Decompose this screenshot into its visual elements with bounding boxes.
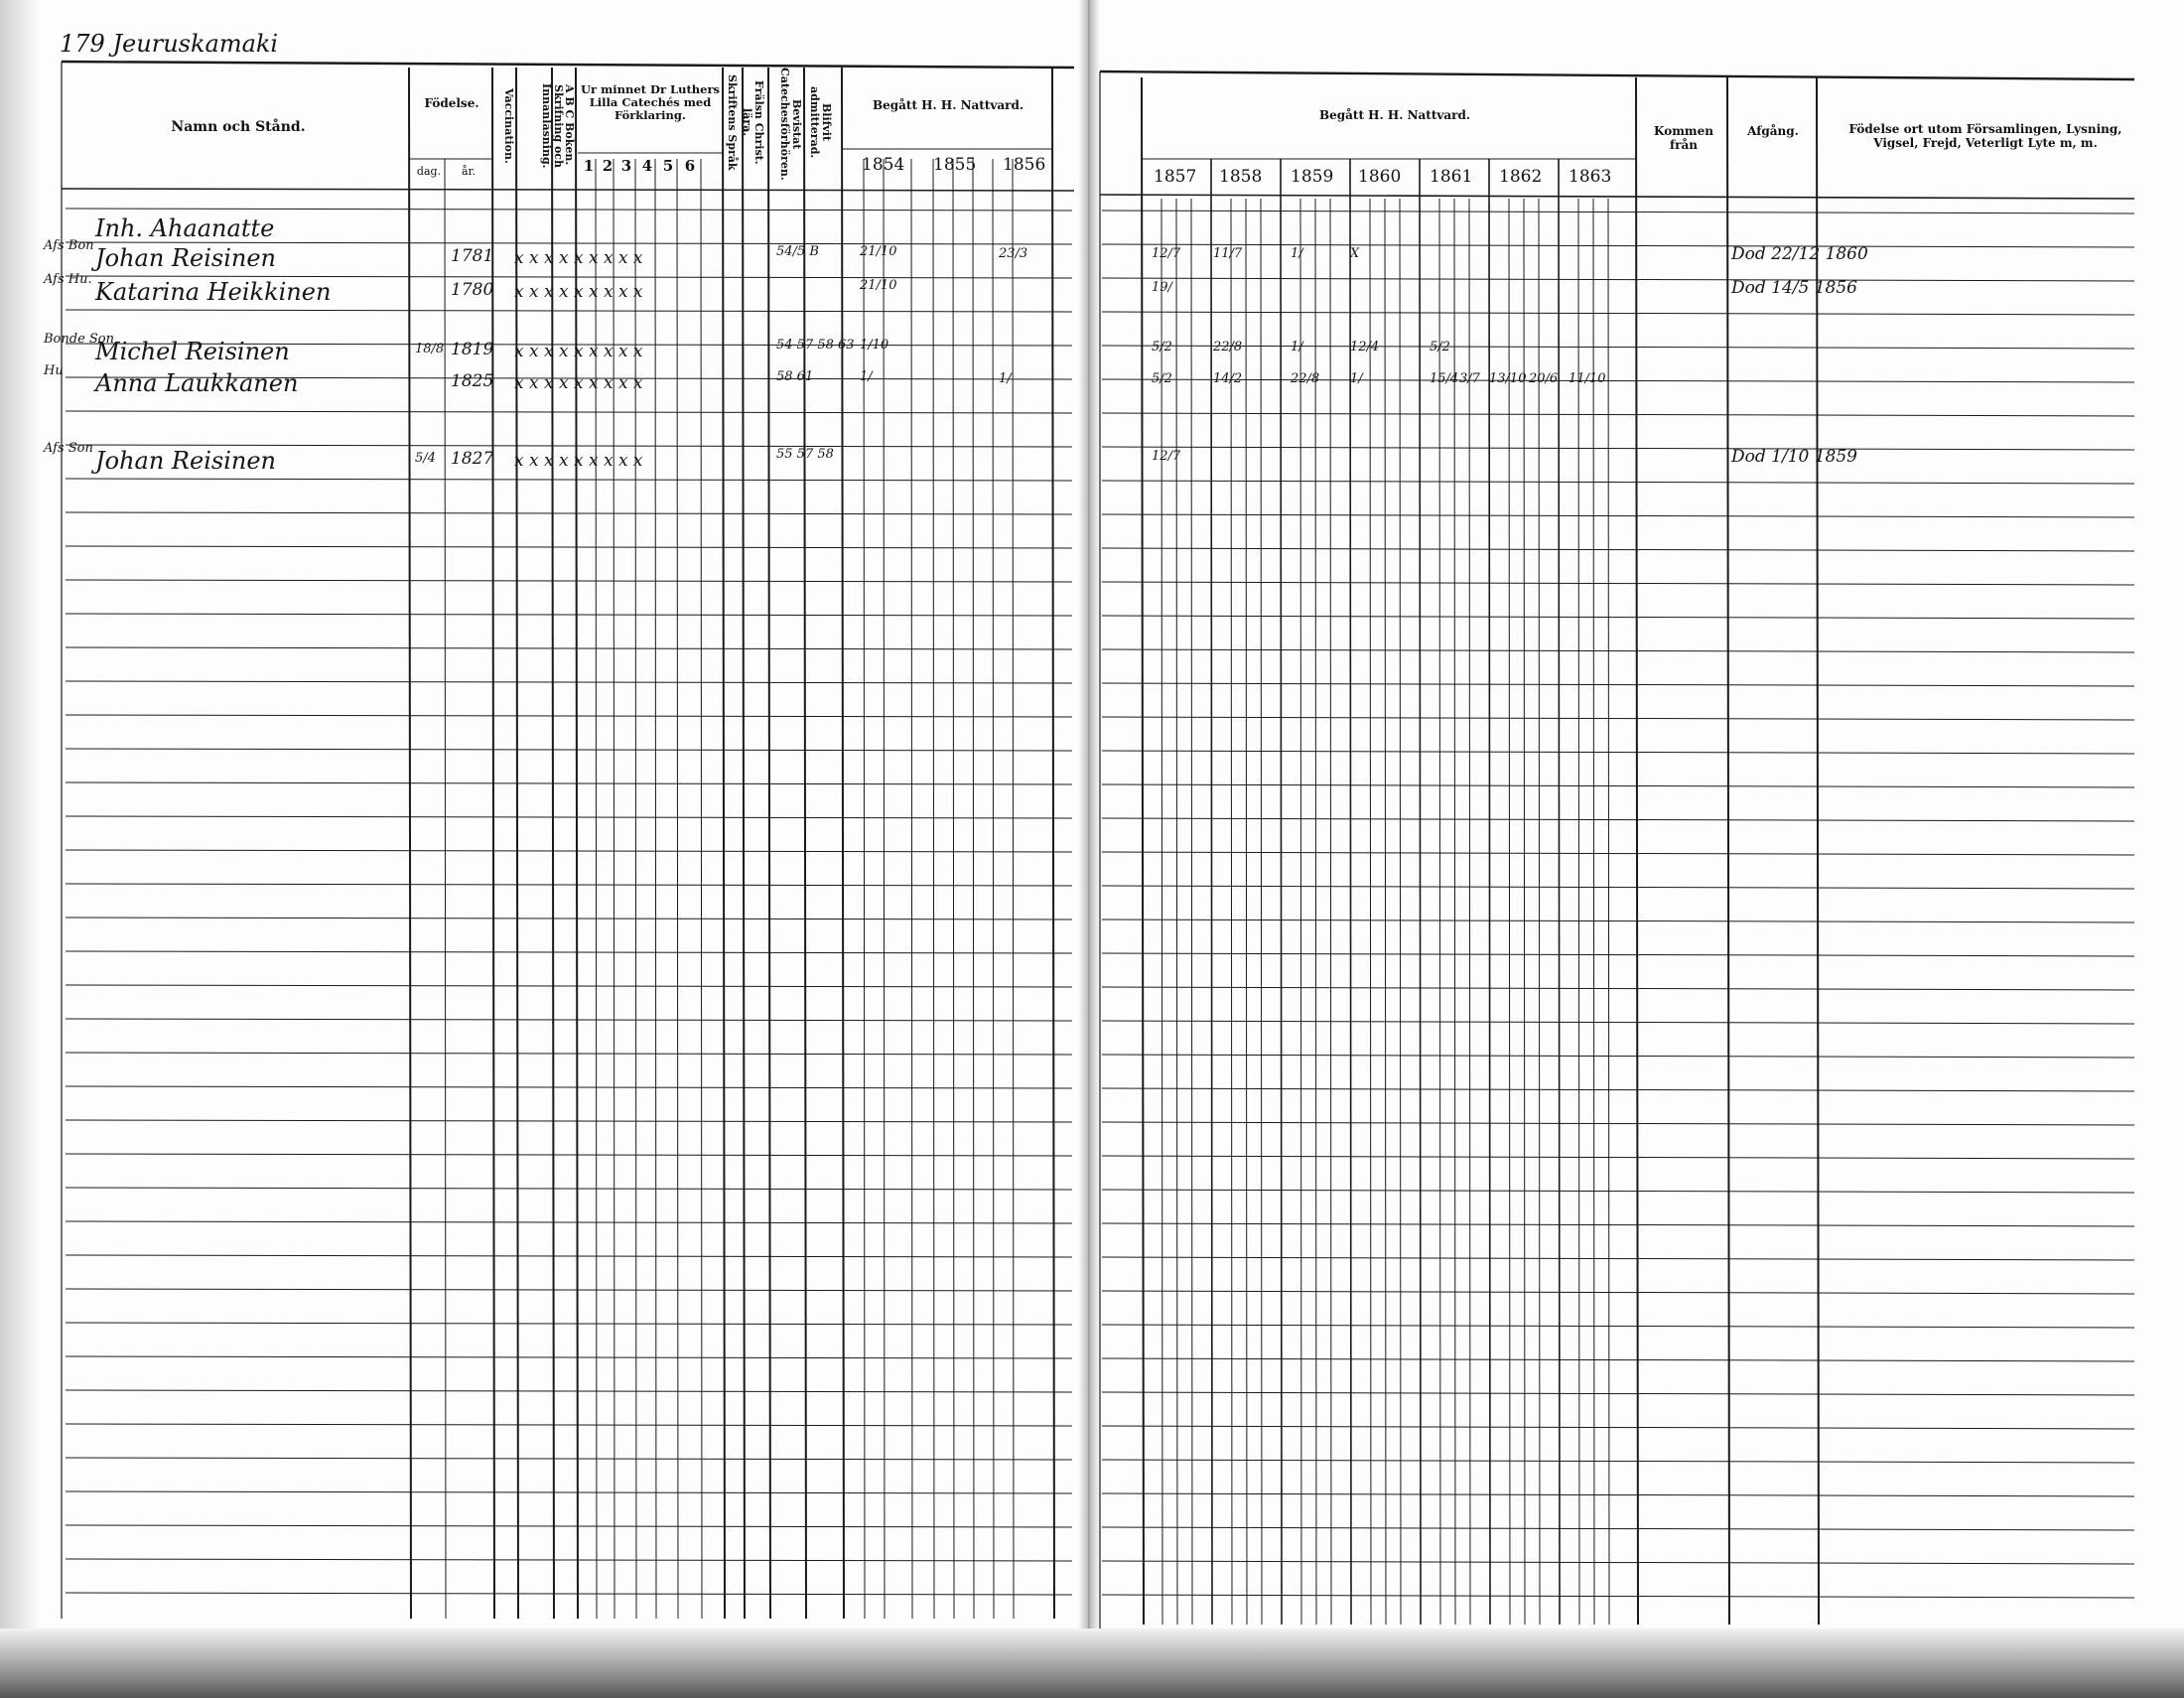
left-row-rule (66, 580, 1072, 582)
entry-communion-later: 1/ (1291, 246, 1303, 261)
left-minor-divider (953, 159, 954, 1619)
left-row-rule (66, 951, 1072, 953)
left-row-rule (66, 1525, 1072, 1527)
right-minor-divider (1300, 199, 1301, 1625)
left-major-divider (409, 68, 411, 1619)
right-row-rule (1102, 1055, 2134, 1058)
left-minor-divider (701, 159, 702, 1619)
header-admitted: Blifvit admitterad. (807, 85, 833, 159)
communion-year-label: 1859 (1291, 167, 1334, 187)
entry-communion-later: 5/2 (1430, 340, 1450, 354)
entry-communion-later: 22/8 (1213, 340, 1243, 354)
right-minor-divider (1454, 199, 1455, 1625)
header-vaccination: Vaccination. (502, 88, 515, 164)
entry-birth-day: 18/8 (415, 342, 445, 356)
right-row-rule (1102, 312, 2134, 315)
left-row-rule (66, 715, 1072, 717)
left-major-divider (768, 68, 770, 1619)
entry-departure: Dod 22/12 1860 (1731, 244, 1868, 264)
catechism-number: 4 (641, 157, 653, 175)
communion-year-label: 1856 (1003, 155, 1046, 175)
right-row-rule (1102, 582, 2134, 585)
right-row-rule (1102, 1223, 2134, 1226)
entry-communion-later: 5/2 (1152, 371, 1172, 386)
left-minor-divider (655, 159, 656, 1619)
right-minor-divider (1539, 199, 1540, 1625)
right-major-divider (1817, 77, 1819, 1625)
right-row-rule (1102, 649, 2134, 652)
right-row-rule (1102, 514, 2134, 517)
entry-departure: Dod 1/10 1859 (1731, 447, 1857, 467)
entry-communion-later: 1/ (1350, 371, 1363, 386)
right-minor-divider (1370, 199, 1371, 1625)
left-row-rule (66, 310, 1072, 312)
left-header-bottom-rule (62, 189, 1074, 191)
right-row-rule (1102, 211, 2134, 213)
right-row-rule (1102, 1595, 2134, 1598)
left-row-rule (66, 1390, 1072, 1392)
right-row-rule (1102, 1257, 2134, 1260)
right-row-rule (1102, 447, 2134, 450)
right-minor-divider (1608, 199, 1609, 1625)
catechism-number: 6 (684, 157, 696, 175)
right-row-rule (1102, 751, 2134, 754)
header-communion-left: Begått H. H. Nattvard. (872, 98, 1024, 112)
entry-marks: x x x x x x x x x (514, 282, 643, 302)
header-name-col: Namn och Stånd. (171, 119, 306, 135)
entry-communion-later: 12/4 (1350, 340, 1380, 354)
left-minor-divider (884, 159, 885, 1619)
right-year-divider (1281, 159, 1282, 1625)
right-minor-divider (1176, 199, 1177, 1625)
entry-communion-1856: 23/3 (999, 246, 1028, 261)
left-major-divider (804, 68, 806, 1619)
right-row-rule (1102, 1190, 2134, 1193)
left-row-rule (66, 1188, 1072, 1190)
entry-communion-later: 15/4 (1430, 371, 1459, 386)
entry-prefix: Hu (44, 363, 64, 378)
right-row-rule (1102, 886, 2134, 889)
communion-year-label: 1860 (1358, 167, 1402, 187)
left-row-rule (66, 1019, 1072, 1021)
left-minor-divider (973, 159, 974, 1619)
entry-name: Johan Reisinen (95, 244, 276, 272)
entry-name: Inh. Ahaanatte (95, 214, 275, 242)
entry-birth-day: 5/4 (415, 451, 436, 466)
left-row-rule (66, 614, 1072, 616)
header-reading: Skrifning och Innanläsning. (539, 83, 565, 169)
left-minor-divider (911, 159, 912, 1619)
right-row-rule (1102, 987, 2134, 990)
right-minor-divider (1439, 199, 1440, 1625)
right-row-rule (1102, 278, 2134, 281)
right-row-rule (1102, 616, 2134, 619)
right-row-rule (1102, 481, 2134, 484)
entry-communion-later: 3/7 (1459, 371, 1480, 386)
communion-year-label: 1854 (862, 155, 905, 175)
right-row-rule (1102, 1156, 2134, 1159)
entry-birth-year: 1780 (451, 280, 494, 300)
right-minor-divider (1469, 199, 1470, 1625)
entry-name: Johan Reisinen (95, 447, 276, 475)
entry-birth-year: 1825 (451, 371, 494, 391)
right-minor-divider (1161, 199, 1162, 1625)
entry-prefix: Afs Hu. (44, 272, 92, 287)
left-row-rule (66, 918, 1072, 920)
right-row-rule (1102, 1426, 2134, 1429)
entry-communion-later: 13/10 (1489, 371, 1527, 386)
communion-year-label: 1863 (1569, 167, 1612, 187)
communion-year-label: 1855 (933, 155, 977, 175)
left-row-rule (66, 1491, 1072, 1493)
left-row-rule (66, 1289, 1072, 1291)
entry-communion-later: 1/ (1291, 340, 1303, 354)
right-minor-divider (1261, 199, 1262, 1625)
left-top-rule (62, 62, 1074, 68)
right-row-rule (1102, 1527, 2134, 1530)
right-row-rule (1102, 379, 2134, 382)
right-row-rule (1102, 1460, 2134, 1463)
left-row-rule (66, 985, 1072, 987)
catechism-number: 2 (602, 157, 614, 175)
entry-communion-later: 12/7 (1152, 246, 1181, 261)
left-row-rule (66, 647, 1072, 649)
communion-year-label: 1857 (1154, 167, 1197, 187)
right-year-divider (1211, 159, 1212, 1625)
entry-communion-later: 22/8 (1291, 371, 1320, 386)
entry-birth-year: 1819 (451, 340, 494, 359)
right-row-rule (1102, 1088, 2134, 1091)
entry-marks: x x x x x x x x x (514, 451, 643, 471)
entry-birth-year: 1781 (451, 246, 494, 266)
entry-communion-1854: 21/10 (860, 278, 897, 293)
right-row-rule (1102, 683, 2134, 686)
right-minor-divider (1246, 199, 1247, 1625)
right-row-rule (1102, 1291, 2134, 1294)
left-minor-divider (993, 159, 994, 1619)
right-row-rule (1102, 953, 2134, 956)
left-row-rule (66, 1559, 1072, 1561)
header-christian: Frälsn Christ. lära. (740, 79, 765, 165)
entry-communion-later: 12/7 (1152, 449, 1181, 464)
left-major-divider (723, 68, 725, 1619)
left-row-rule (66, 1356, 1072, 1358)
header-came-from: Kommen från (1654, 124, 1713, 152)
left-row-rule (66, 1154, 1072, 1156)
entry-communion-later: 5/2 (1152, 340, 1172, 354)
catechism-number: 3 (620, 157, 632, 175)
left-row-rule (66, 782, 1072, 784)
entry-communion-later: 11/10 (1569, 371, 1606, 386)
entry-prefix: Bonde Son (44, 332, 115, 347)
left-row-rule (66, 749, 1072, 751)
header-exam: Bevistat Catechesförhören. (777, 68, 803, 181)
right-minor-divider (1593, 199, 1594, 1625)
entry-communion-later: 11/7 (1213, 246, 1243, 261)
left-minor-divider (933, 159, 934, 1619)
entry-communion-later: 14/2 (1213, 371, 1243, 386)
right-minor-divider (1330, 199, 1331, 1625)
header-abc: A B C Boken. (563, 84, 576, 166)
right-row-rule (1102, 413, 2134, 416)
header-birth: Födelse. (424, 96, 479, 110)
header-birth-year: år. (461, 165, 477, 178)
right-row-rule (1102, 1493, 2134, 1496)
entry-communion-1854: 1/10 (860, 338, 889, 353)
left-row-rule (66, 884, 1072, 886)
catechism-number: 1 (583, 157, 595, 175)
right-row-rule (1102, 717, 2134, 720)
header-communion-right: Begått H. H. Nattvard. (1318, 108, 1471, 122)
left-row-rule (66, 512, 1072, 514)
entry-communion-later: 19/ (1152, 280, 1172, 295)
right-row-rule (1102, 1392, 2134, 1395)
right-row-rule (1102, 548, 2134, 551)
left-minor-divider (1013, 159, 1014, 1619)
left-row-rule (66, 479, 1072, 481)
right-minor-divider (1509, 199, 1510, 1625)
left-major-divider (743, 68, 745, 1619)
right-minor-divider (1385, 199, 1386, 1625)
left-row-rule (66, 1086, 1072, 1088)
right-year-divider (1420, 159, 1421, 1625)
communion-year-label: 1861 (1430, 167, 1473, 187)
left-row-rule (66, 1458, 1072, 1460)
communion-year-label: 1862 (1499, 167, 1543, 187)
header-remarks: Födelse ort utom Församlingen, Lysning, Vigsel, Frejd, Veterligt Lyte m, m. (1848, 122, 2122, 150)
entry-communion-1856: 1/ (999, 371, 1012, 386)
entry-communion-later: 20/6 (1529, 371, 1559, 386)
left-row-rule (66, 1255, 1072, 1257)
entry-marks: x x x x x x x x x (514, 373, 643, 393)
header-birth-day: dag. (416, 165, 442, 178)
right-row-rule (1102, 1325, 2134, 1328)
entry-name: Anna Laukkanen (95, 369, 299, 397)
entry-exam: 54/5 B (776, 244, 819, 259)
right-row-rule (1102, 1358, 2134, 1361)
right-row-rule (1102, 1021, 2134, 1024)
right-minor-divider (1191, 199, 1192, 1625)
right-row-rule (1102, 784, 2134, 787)
left-row-rule (66, 1323, 1072, 1325)
entry-prefix: Afs Son (44, 441, 93, 456)
entry-communion-later: X (1350, 246, 1360, 261)
left-row-rule (66, 681, 1072, 683)
left-row-rule (66, 546, 1072, 548)
right-top-rule (1100, 71, 2134, 79)
entry-marks: x x x x x x x x x (514, 248, 643, 268)
left-row-rule (66, 1120, 1072, 1122)
left-row-rule (66, 1053, 1072, 1055)
entry-name: Katarina Heikkinen (95, 278, 332, 306)
entry-communion-1854: 1/ (860, 369, 873, 384)
right-major-divider (1636, 77, 1638, 1625)
right-row-rule (1102, 852, 2134, 855)
communion-year-label: 1858 (1219, 167, 1263, 187)
entry-communion-1854: 21/10 (860, 244, 897, 259)
right-row-rule (1102, 1122, 2134, 1125)
catechism-number: 5 (662, 157, 674, 175)
entry-marks: x x x x x x x x x (514, 342, 643, 361)
right-year-divider (1559, 159, 1560, 1625)
right-minor-divider (1400, 199, 1401, 1625)
entry-prefix: Afs Bon (44, 238, 94, 253)
right-major-divider (1727, 77, 1729, 1625)
header-catechism: Ur minnet Dr Luthers Lilla Catechés med Förklaring. (581, 82, 720, 123)
right-minor-divider (1231, 199, 1232, 1625)
right-minor-divider (1524, 199, 1525, 1625)
entry-birth-year: 1827 (451, 449, 494, 469)
left-row-rule (66, 1424, 1072, 1426)
left-major-divider (1052, 68, 1054, 1619)
entry-departure: Dod 14/5 1856 (1731, 278, 1857, 298)
right-header-bottom-rule (1100, 195, 2134, 199)
left-row-rule (66, 850, 1072, 852)
entry-exam: 54 57 58 63 (776, 338, 855, 353)
right-row-rule (1102, 818, 2134, 821)
left-major-divider (842, 68, 844, 1619)
left-row-rule (66, 1593, 1072, 1595)
left-minor-divider (677, 159, 678, 1619)
right-minor-divider (1315, 199, 1316, 1625)
left-row-rule (66, 411, 1072, 413)
right-minor-divider (1578, 199, 1579, 1625)
left-row-rule (66, 1221, 1072, 1223)
left-row-rule (66, 209, 1072, 211)
right-row-rule (1102, 346, 2134, 349)
right-row-rule (1102, 920, 2134, 922)
header-bible: Skriftens Språk (726, 73, 739, 171)
header-departure: Afgång. (1747, 124, 1799, 138)
right-row-rule (1102, 1561, 2134, 1564)
right-row-rule (1102, 244, 2134, 247)
entry-name: Michel Reisinen (95, 338, 290, 365)
left-row-rule (66, 816, 1072, 818)
entry-exam: 58 61 (776, 369, 814, 384)
left-major-divider (492, 68, 494, 1619)
page-title: 179 Jeuruskamaki (60, 30, 279, 58)
entry-exam: 55 57 58 (776, 447, 834, 462)
